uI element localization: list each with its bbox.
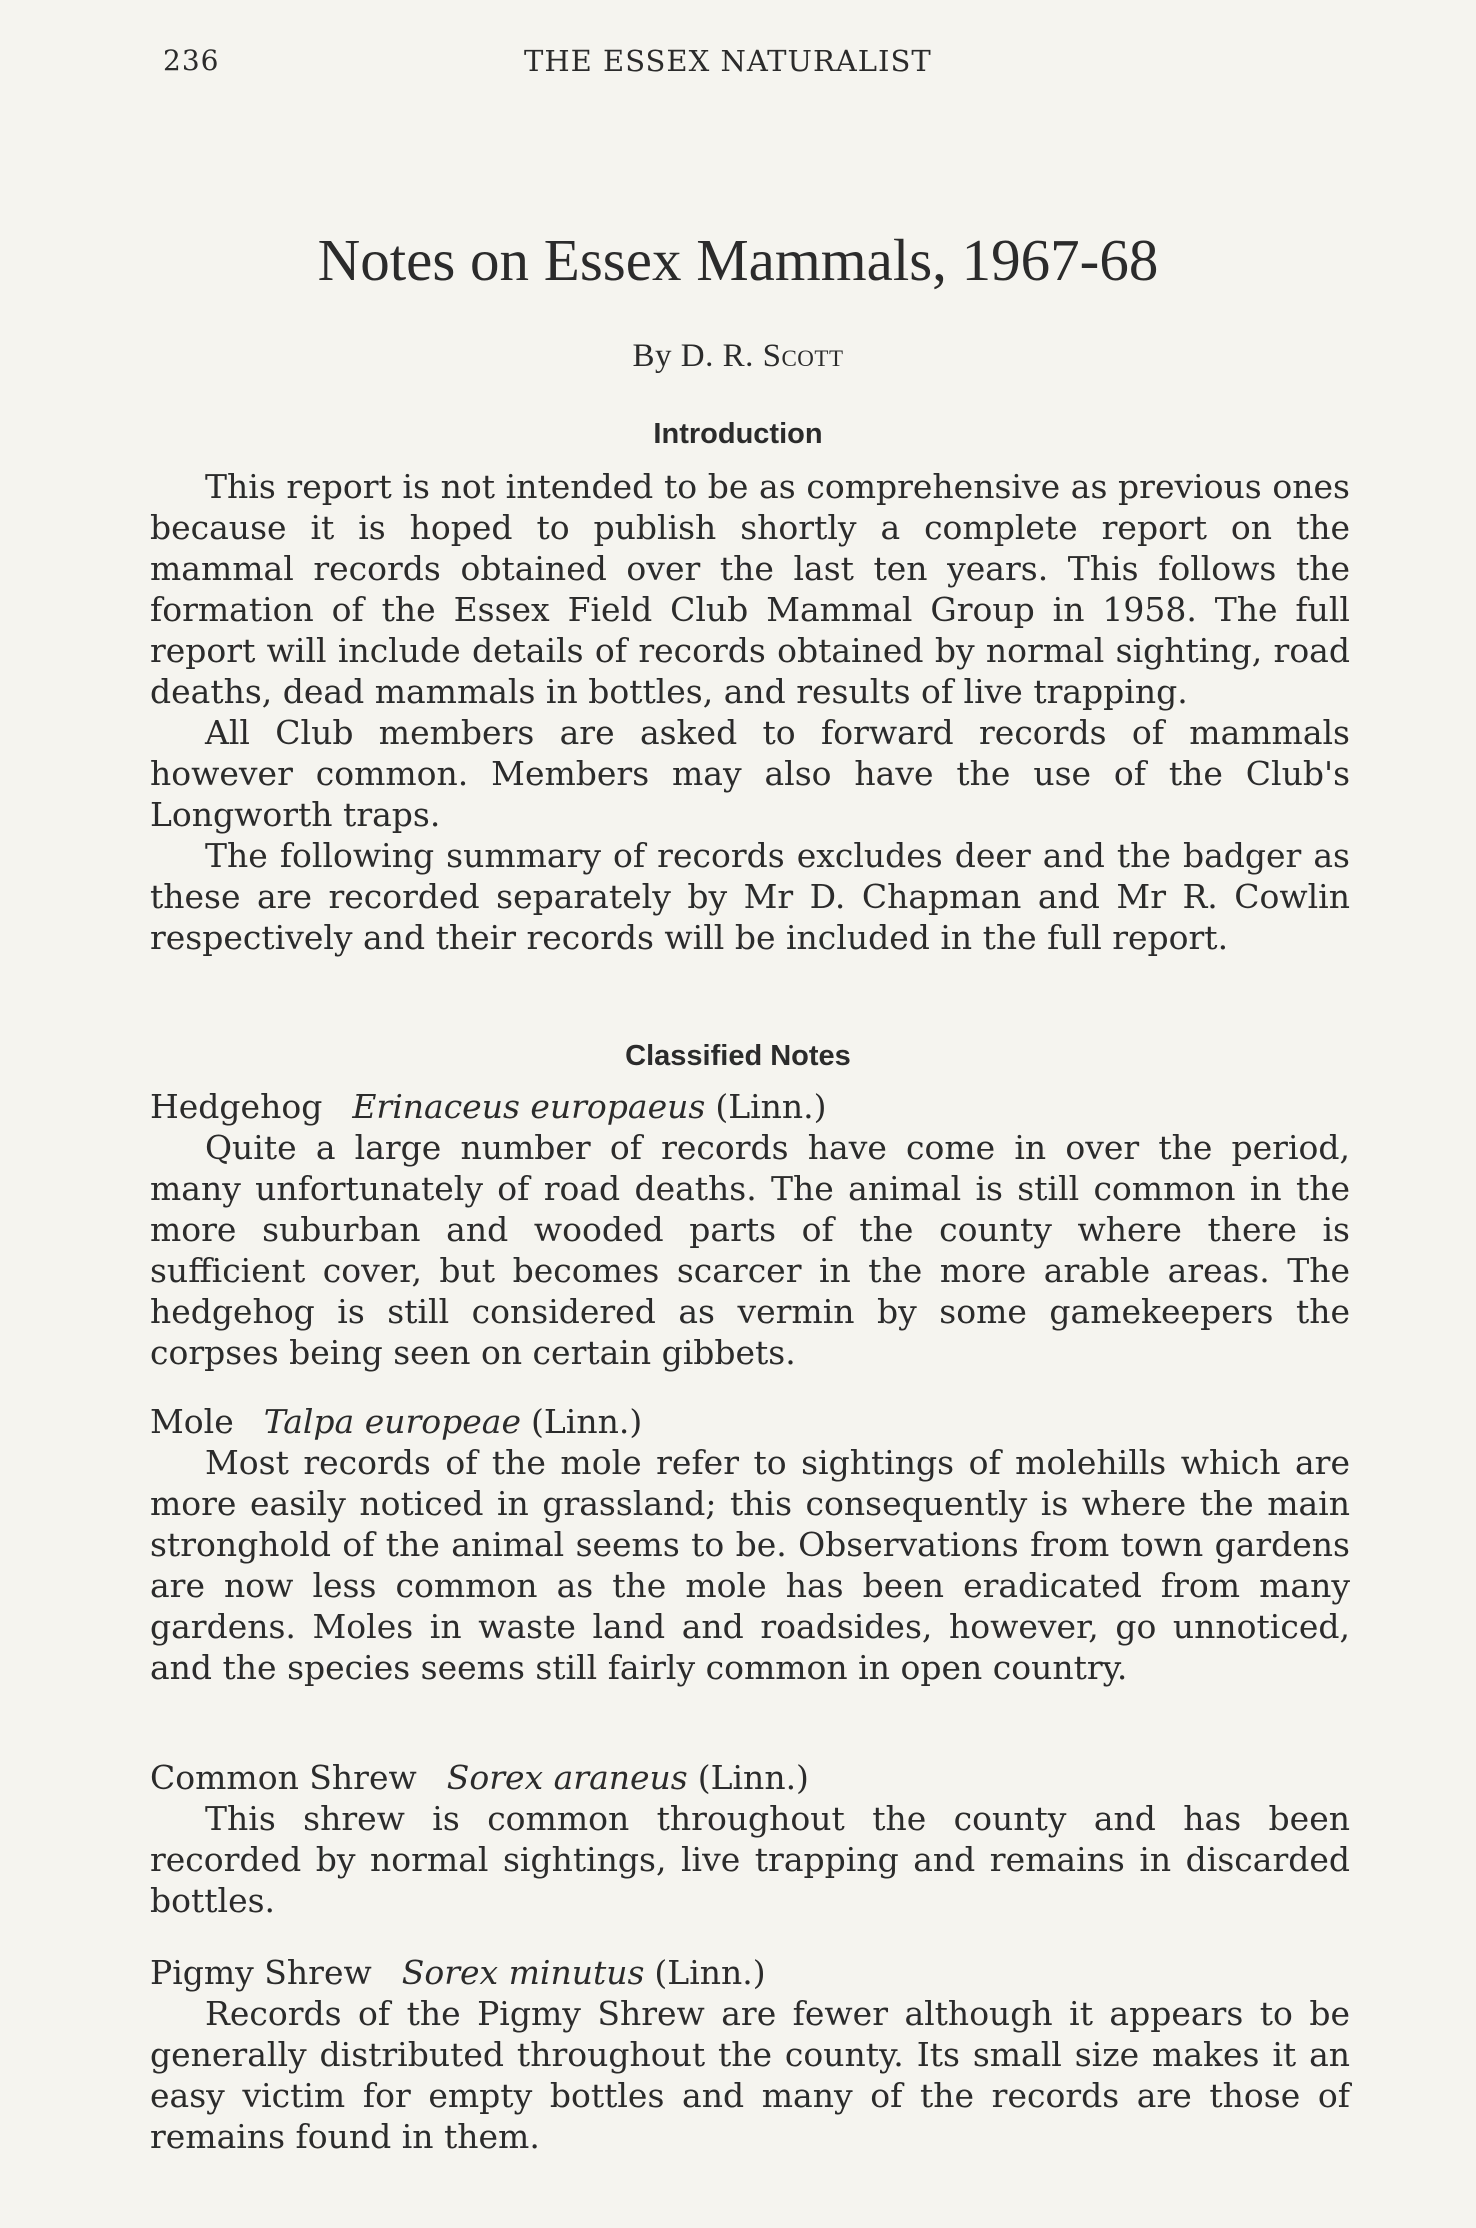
species-scientific-name: Talpa europeae: [263, 1402, 521, 1441]
article-title: Notes on Essex Mammals, 1967-68: [317, 227, 1159, 293]
species-common-name: Common Shrew: [150, 1758, 417, 1797]
intro-paragraph: This report is not intended to be as comprehensive as previous ones because it is hoped to publish shortly a complete report on the mammal records obtained over the last ten years. This follows the formation of the Essex Field Club Mammal Group in 1958. The full report will include details of records obtained by normal sighting, road deaths, dead mammals in bottles, and results of live trapping.: [150, 467, 1350, 711]
running-head: [0, 44, 1476, 84]
species-heading-common-shrew: [150, 1757, 809, 1798]
intro-paragraph: All Club members are asked to forward records of mammals however common. Members may also have the use of the Club's Longworth traps.: [150, 713, 1350, 834]
species-common-name: Pigmy Shrew: [150, 1953, 372, 1992]
introduction-heading: Introduction: [653, 418, 823, 450]
byline-author: Scott: [762, 338, 844, 374]
byline-prefix: By D. R.: [632, 338, 754, 374]
species-scientific-name: Sorex araneus: [446, 1758, 688, 1797]
page-number: 236: [163, 44, 220, 77]
species-heading-hedgehog: [150, 1086, 827, 1127]
species-authority: (Linn.): [715, 1087, 827, 1126]
species-authority: (Linn.): [654, 1953, 766, 1992]
species-text-mole: Most records of the mole refer to sightings of molehills which are more easily noticed in grassland; this consequently is where the main stronghold of the animal seems to be. Observations from town gardens are now less common as the mole has been eradicated from many gardens. Moles in waste land and roadsides, however, go unnoticed, and the species seems still fairly common in open country.: [150, 1443, 1350, 1687]
species-scientific-name: Erinaceus europaeus: [352, 1087, 706, 1126]
species-text-common-shrew: This shrew is common throughout the county and has been recorded by normal sightings, live trapping and remains in discarded bottles.: [150, 1799, 1350, 1920]
species-heading-pigmy-shrew: [150, 1952, 766, 1993]
journal-title: THE ESSEX NATURALIST: [524, 44, 932, 78]
species-text-pigmy-shrew: Records of the Pigmy Shrew are fewer although it appears to be generally distributed throughout the county. Its small size makes it an easy victim for empty bottles and many of the records are those of remains found in them.: [150, 1994, 1350, 2156]
species-scientific-name: Sorex minutus: [401, 1953, 645, 1992]
introduction-body: [150, 466, 1350, 958]
intro-paragraph: The following summary of records excludes deer and the badger as these are recorded separately by Mr D. Chapman and Mr R. Cowlin respectively and their records will be included in the full report.: [150, 836, 1350, 957]
species-authority: (Linn.): [531, 1402, 643, 1441]
byline: [0, 338, 1476, 375]
species-common-name: Hedgehog: [150, 1087, 323, 1126]
species-authority: (Linn.): [697, 1758, 809, 1797]
species-common-name: Mole: [150, 1402, 234, 1441]
species-text-hedgehog: Quite a large number of records have come in over the period, many unfortunately of road deaths. The animal is still common in the more suburban and wooded parts of the county where there is sufficient cover, but becomes scarcer in the more arable areas. The hedgehog is still considered as vermin by some gamekeepers the corpses being seen on certain gibbets.: [150, 1128, 1350, 1372]
classified-notes-heading: Classified Notes: [625, 1040, 851, 1072]
species-heading-mole: [150, 1401, 642, 1442]
